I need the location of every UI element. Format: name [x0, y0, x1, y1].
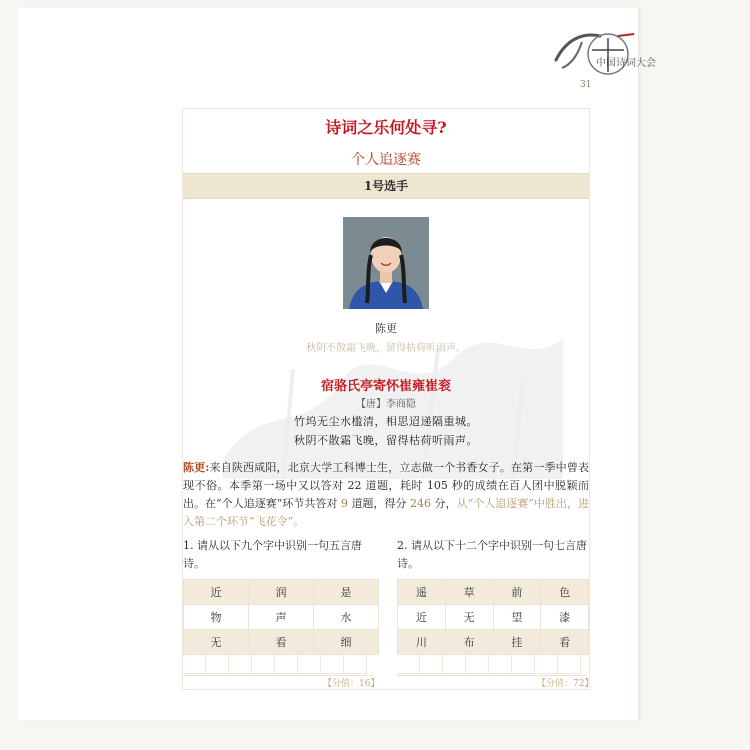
content-panel: [182, 108, 594, 690]
grid-cell: 水: [314, 605, 379, 630]
contestant-name: 陈更: [375, 322, 397, 335]
grid-cell: 声: [249, 605, 314, 630]
poem-line: 秋阴不散霜飞晚，留得枯荷听雨声。: [294, 434, 478, 447]
bio-text: 分，: [431, 497, 457, 510]
answer-boxes-1: [183, 650, 367, 674]
player-label-bar: 1号选手: [183, 173, 589, 199]
grid-cell: 细: [314, 630, 379, 655]
grid-cell: 近: [398, 605, 446, 630]
answer-boxes-2: [397, 650, 581, 674]
contestant-bio: [183, 459, 589, 531]
bio-text: 来自陕西咸阳，北京大学工科博士生，立志做一个书香女子。在第一季中曾表现不俗。本季第一场中又以答对 22 道题，耗时 105 秒的成绩在百人团中脱颖而出。在“个人追逐赛”环节共答对: [183, 461, 589, 510]
grid-cell: 望: [493, 605, 541, 630]
contestant-photo: [343, 217, 429, 309]
grid-cell: 近: [184, 580, 249, 605]
score-value: 246: [410, 497, 432, 510]
question-2-score: 【分值：72】: [537, 679, 594, 689]
grid-cell: 前: [493, 580, 541, 605]
grid-cell: 润: [249, 580, 314, 605]
grid-cell: 挂: [493, 630, 541, 655]
grid-cell: 布: [445, 630, 493, 655]
poem-author: 【唐】李商隐: [356, 399, 416, 410]
grid-cell: 色: [541, 580, 589, 605]
grid-cell: 草: [445, 580, 493, 605]
logo-text: 中国诗词大会: [596, 58, 656, 69]
grid-cell: 是: [314, 580, 379, 605]
poem-title: 宿骆氏亭寄怀崔雍崔衮: [320, 379, 451, 394]
grid-cell: 遥: [398, 580, 446, 605]
question-2-prompt: 2. 请从以下十二个字中识别一句七言唐诗。: [397, 539, 587, 570]
page-title: 诗词之乐何处寻?: [325, 118, 447, 137]
show-logo-icon: [548, 20, 656, 92]
contestant-motto: 秋阴不散霜飞晚，留得枯荷听雨声。: [306, 343, 466, 354]
question-1-grid: [183, 579, 379, 655]
correct-count: 9: [340, 497, 348, 510]
question-2-grid: [397, 579, 589, 655]
section-subtitle: 个人追逐赛: [351, 152, 421, 168]
grid-cell: 川: [398, 630, 446, 655]
grid-cell: 看: [249, 630, 314, 655]
grid-cell: 物: [184, 605, 249, 630]
bio-label: 陈更:: [183, 461, 210, 474]
grid-cell: 无: [184, 630, 249, 655]
question-1-score: 【分值：16】: [323, 679, 380, 689]
bio-highlight: 从“个人追逐赛”中胜出，进入第二个环节“飞花令”。: [183, 497, 589, 528]
grid-cell: 无: [445, 605, 493, 630]
grid-cell: 漆: [541, 605, 589, 630]
grid-cell: 看: [541, 630, 589, 655]
bio-text: 道题，得分: [347, 497, 411, 510]
question-1-prompt: 1. 请从以下九个字中识别一句五言唐诗。: [183, 539, 362, 570]
page-number: 31: [580, 80, 592, 90]
poem-line: 竹坞无尘水槛清，相思迢递隔重城。: [294, 415, 478, 428]
